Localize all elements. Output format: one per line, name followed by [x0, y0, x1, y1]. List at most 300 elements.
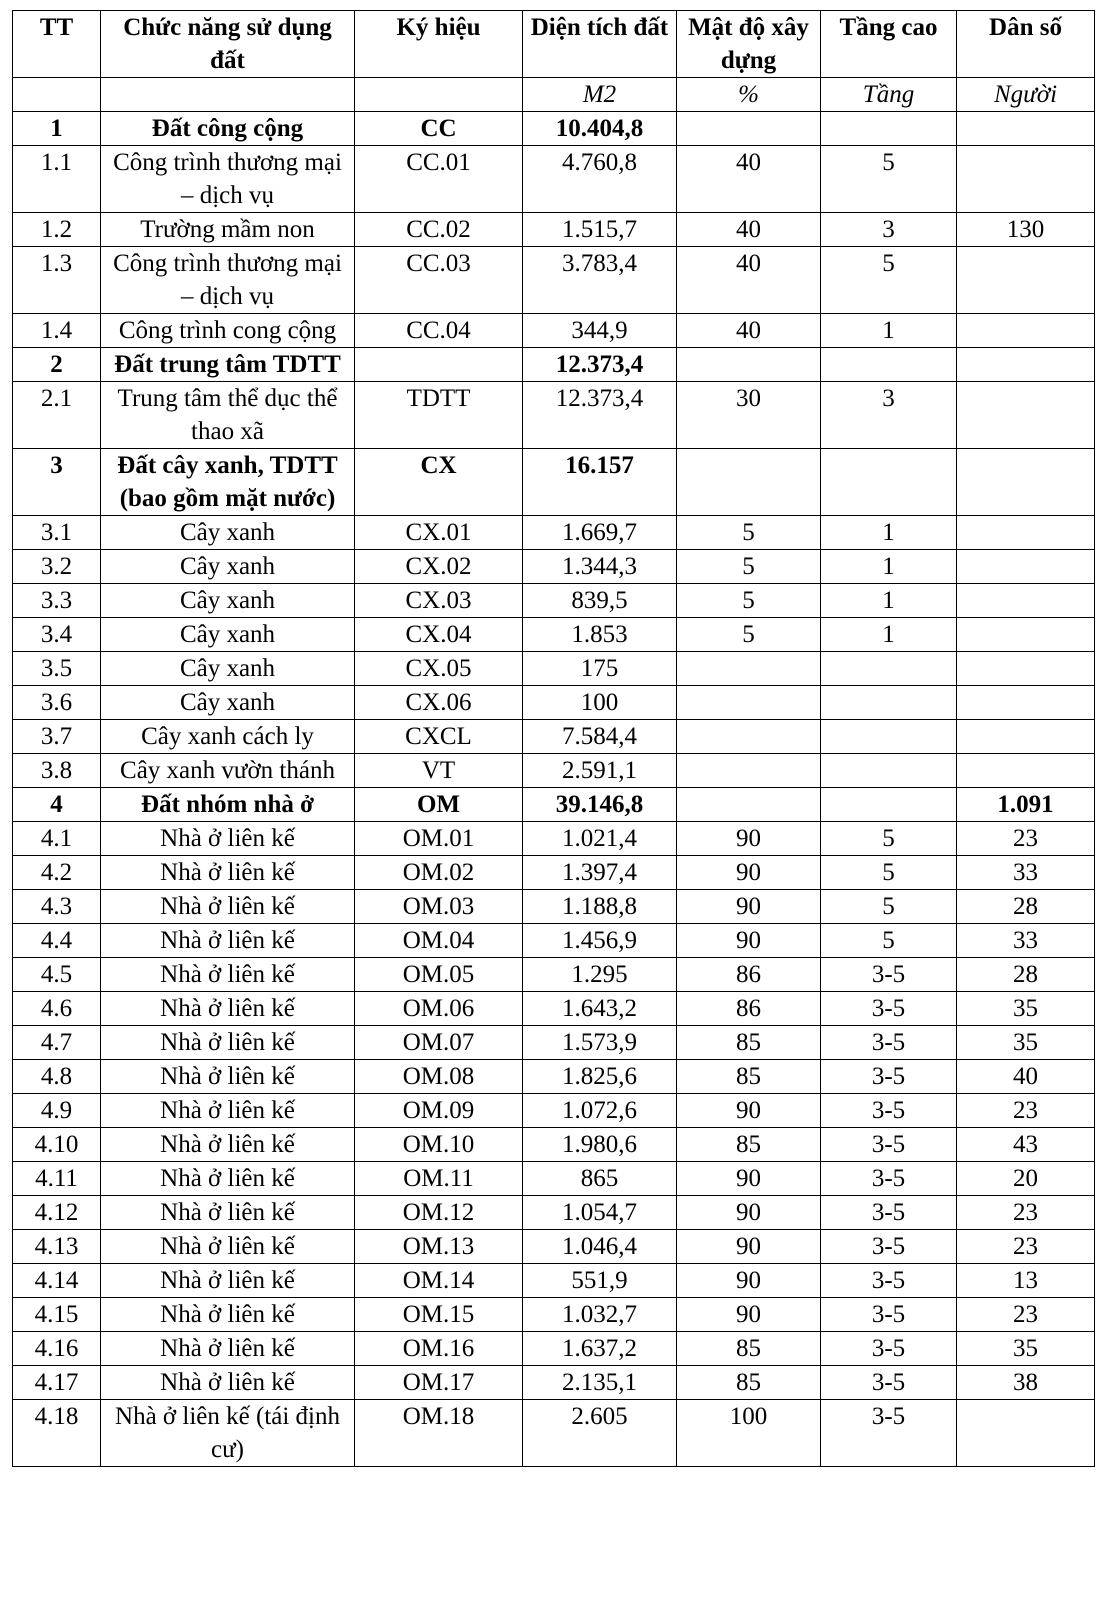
cell-function: Cây xanh [101, 550, 355, 584]
cell-population: 33 [957, 924, 1095, 958]
cell-function: Nhà ở liên kế [101, 958, 355, 992]
header-population: Dân số [957, 11, 1095, 78]
table-row [13, 1230, 1095, 1264]
cell-tt: 4.9 [13, 1094, 101, 1128]
cell-floors: 1 [821, 550, 957, 584]
cell-symbol: OM.06 [355, 992, 523, 1026]
cell-tt: 4.7 [13, 1026, 101, 1060]
cell-density: 85 [677, 1060, 821, 1094]
cell-floors: 3-5 [821, 1094, 957, 1128]
cell-tt: 3.5 [13, 652, 101, 686]
cell-function: Nhà ở liên kế [101, 856, 355, 890]
cell-density: 90 [677, 1230, 821, 1264]
table-row [13, 720, 1095, 754]
cell-floors: 3-5 [821, 1298, 957, 1332]
cell-population [957, 618, 1095, 652]
cell-population: 28 [957, 958, 1095, 992]
cell-tt: 1.2 [13, 213, 101, 247]
cell-area: 39.146,8 [523, 788, 677, 822]
cell-tt: 4.5 [13, 958, 101, 992]
cell-function: Nhà ở liên kế [101, 924, 355, 958]
cell-symbol: CXCL [355, 720, 523, 754]
cell-floors: 3-5 [821, 1128, 957, 1162]
cell-density [677, 652, 821, 686]
unit-floors: Tầng [821, 78, 957, 112]
cell-population: 35 [957, 992, 1095, 1026]
cell-function: Nhà ở liên kế [101, 890, 355, 924]
cell-density [677, 449, 821, 516]
group-row [13, 112, 1095, 146]
cell-area: 4.760,8 [523, 146, 677, 213]
cell-density [677, 686, 821, 720]
units-row [13, 78, 1095, 112]
cell-function: Nhà ở liên kế [101, 1094, 355, 1128]
cell-symbol: OM.05 [355, 958, 523, 992]
cell-area: 344,9 [523, 314, 677, 348]
table-row [13, 213, 1095, 247]
cell-floors: 3-5 [821, 1060, 957, 1094]
cell-tt: 4.17 [13, 1366, 101, 1400]
cell-floors: 5 [821, 890, 957, 924]
cell-floors: 3-5 [821, 1400, 957, 1467]
cell-function: Cây xanh [101, 584, 355, 618]
cell-function: Công trình thương mại – dịch vụ [101, 146, 355, 213]
cell-population [957, 1400, 1095, 1467]
cell-population: 40 [957, 1060, 1095, 1094]
cell-population [957, 382, 1095, 449]
cell-floors [821, 449, 957, 516]
cell-symbol: OM.12 [355, 1196, 523, 1230]
cell-population [957, 720, 1095, 754]
cell-function: Nhà ở liên kế [101, 822, 355, 856]
cell-floors: 3-5 [821, 1264, 957, 1298]
cell-tt: 3.6 [13, 686, 101, 720]
cell-floors: 3-5 [821, 958, 957, 992]
cell-function: Đất cây xanh, TDTT (bao gồm mặt nước) [101, 449, 355, 516]
cell-tt: 1.1 [13, 146, 101, 213]
cell-tt: 1.4 [13, 314, 101, 348]
cell-population [957, 247, 1095, 314]
cell-function: Nhà ở liên kế [101, 1366, 355, 1400]
unit-symbol [355, 78, 523, 112]
cell-population: 23 [957, 1094, 1095, 1128]
unit-tt [13, 78, 101, 112]
cell-population [957, 112, 1095, 146]
cell-population [957, 449, 1095, 516]
cell-function: Cây xanh cách ly [101, 720, 355, 754]
cell-function: Đất công cộng [101, 112, 355, 146]
cell-floors: 1 [821, 618, 957, 652]
cell-density: 90 [677, 822, 821, 856]
cell-symbol: CX.02 [355, 550, 523, 584]
cell-area: 2.605 [523, 1400, 677, 1467]
cell-floors: 1 [821, 314, 957, 348]
cell-floors [821, 652, 957, 686]
table-row [13, 618, 1095, 652]
header-row [13, 11, 1095, 78]
cell-symbol: OM.07 [355, 1026, 523, 1060]
cell-function: Nhà ở liên kế [101, 1298, 355, 1332]
cell-function: Nhà ở liên kế [101, 1128, 355, 1162]
cell-population [957, 550, 1095, 584]
table-row [13, 924, 1095, 958]
cell-population: 35 [957, 1332, 1095, 1366]
unit-density: % [677, 78, 821, 112]
cell-tt: 4.1 [13, 822, 101, 856]
cell-function: Trường mầm non [101, 213, 355, 247]
cell-population: 28 [957, 890, 1095, 924]
table-body [13, 112, 1095, 1467]
cell-area: 551,9 [523, 1264, 677, 1298]
cell-symbol: OM.02 [355, 856, 523, 890]
cell-function: Cây xanh [101, 686, 355, 720]
group-row [13, 449, 1095, 516]
cell-function: Nhà ở liên kế [101, 1332, 355, 1366]
cell-tt: 3.7 [13, 720, 101, 754]
table-row [13, 1332, 1095, 1366]
cell-tt: 3 [13, 449, 101, 516]
cell-tt: 4.8 [13, 1060, 101, 1094]
cell-population: 1.091 [957, 788, 1095, 822]
cell-tt: 4.16 [13, 1332, 101, 1366]
cell-population: 23 [957, 1298, 1095, 1332]
cell-floors: 5 [821, 146, 957, 213]
cell-area: 2.591,1 [523, 754, 677, 788]
cell-tt: 4.14 [13, 1264, 101, 1298]
cell-function: Nhà ở liên kế [101, 1264, 355, 1298]
cell-floors [821, 754, 957, 788]
cell-density: 90 [677, 1162, 821, 1196]
cell-area: 865 [523, 1162, 677, 1196]
cell-symbol: OM.03 [355, 890, 523, 924]
unit-area: M2 [523, 78, 677, 112]
cell-density: 40 [677, 213, 821, 247]
cell-function: Công trình cong cộng [101, 314, 355, 348]
cell-tt: 2 [13, 348, 101, 382]
cell-floors: 5 [821, 247, 957, 314]
cell-population [957, 314, 1095, 348]
cell-area: 12.373,4 [523, 382, 677, 449]
table-row [13, 1366, 1095, 1400]
cell-symbol: OM.13 [355, 1230, 523, 1264]
cell-function: Nhà ở liên kế (tái định cư) [101, 1400, 355, 1467]
cell-area: 1.515,7 [523, 213, 677, 247]
cell-density: 85 [677, 1366, 821, 1400]
cell-population: 23 [957, 1230, 1095, 1264]
cell-function: Nhà ở liên kế [101, 1026, 355, 1060]
cell-tt: 1.3 [13, 247, 101, 314]
cell-tt: 4.2 [13, 856, 101, 890]
cell-area: 1.344,3 [523, 550, 677, 584]
cell-symbol: CC.02 [355, 213, 523, 247]
cell-tt: 4.15 [13, 1298, 101, 1332]
cell-symbol: TDTT [355, 382, 523, 449]
table-row [13, 652, 1095, 686]
cell-symbol: OM.10 [355, 1128, 523, 1162]
cell-function: Cây xanh vườn thánh [101, 754, 355, 788]
table-row [13, 1162, 1095, 1196]
cell-density: 90 [677, 856, 821, 890]
cell-symbol: OM.15 [355, 1298, 523, 1332]
cell-tt: 4.3 [13, 890, 101, 924]
cell-tt: 4.6 [13, 992, 101, 1026]
cell-function: Cây xanh [101, 618, 355, 652]
header-symbol: Ký hiệu [355, 11, 523, 78]
cell-symbol: OM.16 [355, 1332, 523, 1366]
cell-symbol: CX.03 [355, 584, 523, 618]
cell-population: 23 [957, 1196, 1095, 1230]
table-row [13, 822, 1095, 856]
cell-area: 1.637,2 [523, 1332, 677, 1366]
cell-density: 30 [677, 382, 821, 449]
group-row [13, 348, 1095, 382]
table-row [13, 856, 1095, 890]
cell-population [957, 686, 1095, 720]
cell-symbol: OM.14 [355, 1264, 523, 1298]
cell-symbol: CX.04 [355, 618, 523, 652]
table-row [13, 247, 1095, 314]
cell-symbol: OM.01 [355, 822, 523, 856]
cell-area: 1.456,9 [523, 924, 677, 958]
cell-population [957, 652, 1095, 686]
table-row [13, 314, 1095, 348]
table-row [13, 992, 1095, 1026]
cell-tt: 3.3 [13, 584, 101, 618]
cell-density [677, 112, 821, 146]
cell-symbol: CX.06 [355, 686, 523, 720]
cell-population [957, 348, 1095, 382]
cell-function: Nhà ở liên kế [101, 992, 355, 1026]
cell-density: 85 [677, 1128, 821, 1162]
table-row [13, 1264, 1095, 1298]
cell-floors [821, 112, 957, 146]
unit-function [101, 78, 355, 112]
cell-density: 90 [677, 924, 821, 958]
table-row [13, 382, 1095, 449]
cell-symbol: CC.04 [355, 314, 523, 348]
cell-density: 5 [677, 584, 821, 618]
cell-area: 7.584,4 [523, 720, 677, 754]
table-header [13, 11, 1095, 112]
cell-area: 1.295 [523, 958, 677, 992]
cell-symbol: CC [355, 112, 523, 146]
cell-floors: 3-5 [821, 1196, 957, 1230]
cell-population: 38 [957, 1366, 1095, 1400]
cell-symbol: OM.17 [355, 1366, 523, 1400]
cell-function: Đất nhóm nhà ở [101, 788, 355, 822]
cell-density: 40 [677, 314, 821, 348]
cell-tt: 3.1 [13, 516, 101, 550]
cell-tt: 4.4 [13, 924, 101, 958]
cell-tt: 1 [13, 112, 101, 146]
cell-area: 1.853 [523, 618, 677, 652]
cell-floors: 5 [821, 822, 957, 856]
cell-density: 5 [677, 516, 821, 550]
cell-population: 33 [957, 856, 1095, 890]
cell-tt: 4.12 [13, 1196, 101, 1230]
cell-area: 1.643,2 [523, 992, 677, 1026]
cell-tt: 3.4 [13, 618, 101, 652]
cell-function: Nhà ở liên kế [101, 1196, 355, 1230]
cell-floors: 1 [821, 516, 957, 550]
cell-area: 175 [523, 652, 677, 686]
cell-area: 16.157 [523, 449, 677, 516]
cell-density: 86 [677, 958, 821, 992]
cell-floors: 3-5 [821, 992, 957, 1026]
cell-floors: 3-5 [821, 1026, 957, 1060]
cell-density: 90 [677, 1264, 821, 1298]
cell-function: Đất trung tâm TDTT [101, 348, 355, 382]
cell-symbol: CX.05 [355, 652, 523, 686]
cell-area: 3.783,4 [523, 247, 677, 314]
cell-population: 20 [957, 1162, 1095, 1196]
cell-density: 90 [677, 1094, 821, 1128]
cell-area: 1.669,7 [523, 516, 677, 550]
cell-symbol: VT [355, 754, 523, 788]
cell-tt: 4.13 [13, 1230, 101, 1264]
cell-tt: 2.1 [13, 382, 101, 449]
cell-population [957, 584, 1095, 618]
cell-area: 1.021,4 [523, 822, 677, 856]
cell-area: 12.373,4 [523, 348, 677, 382]
cell-floors: 1 [821, 584, 957, 618]
cell-tt: 4 [13, 788, 101, 822]
table-row [13, 1196, 1095, 1230]
cell-density [677, 754, 821, 788]
table-row [13, 584, 1095, 618]
header-tt: TT [13, 11, 101, 78]
cell-symbol: OM.11 [355, 1162, 523, 1196]
cell-floors: 3 [821, 213, 957, 247]
cell-area: 1.188,8 [523, 890, 677, 924]
cell-density [677, 348, 821, 382]
cell-symbol: OM.09 [355, 1094, 523, 1128]
cell-population [957, 146, 1095, 213]
cell-floors [821, 686, 957, 720]
table-row [13, 1128, 1095, 1162]
cell-density: 40 [677, 247, 821, 314]
cell-symbol: OM.04 [355, 924, 523, 958]
cell-symbol: CX [355, 449, 523, 516]
cell-symbol: CX.01 [355, 516, 523, 550]
cell-area: 839,5 [523, 584, 677, 618]
table-row [13, 1094, 1095, 1128]
table-row [13, 1026, 1095, 1060]
cell-area: 10.404,8 [523, 112, 677, 146]
table-row [13, 516, 1095, 550]
cell-symbol: CC.03 [355, 247, 523, 314]
cell-function: Trung tâm thể dục thể thao xã [101, 382, 355, 449]
cell-function: Nhà ở liên kế [101, 1060, 355, 1094]
cell-floors: 3-5 [821, 1230, 957, 1264]
cell-floors: 3-5 [821, 1332, 957, 1366]
cell-population: 35 [957, 1026, 1095, 1060]
cell-density [677, 720, 821, 754]
land-use-table-sheet [12, 10, 1094, 1467]
cell-density: 5 [677, 550, 821, 584]
cell-tt: 4.11 [13, 1162, 101, 1196]
cell-symbol: OM [355, 788, 523, 822]
cell-area: 1.032,7 [523, 1298, 677, 1332]
cell-population: 130 [957, 213, 1095, 247]
cell-density: 90 [677, 1298, 821, 1332]
header-area: Diện tích đất [523, 11, 677, 78]
cell-area: 1.054,7 [523, 1196, 677, 1230]
cell-population: 43 [957, 1128, 1095, 1162]
header-floors: Tầng cao [821, 11, 957, 78]
cell-area: 1.072,6 [523, 1094, 677, 1128]
cell-symbol [355, 348, 523, 382]
table-row [13, 146, 1095, 213]
cell-density: 5 [677, 618, 821, 652]
cell-area: 1.573,9 [523, 1026, 677, 1060]
cell-density: 40 [677, 146, 821, 213]
cell-population: 13 [957, 1264, 1095, 1298]
cell-floors [821, 788, 957, 822]
group-row [13, 788, 1095, 822]
cell-function: Nhà ở liên kế [101, 1162, 355, 1196]
cell-function: Công trình thương mại – dịch vụ [101, 247, 355, 314]
cell-area: 1.825,6 [523, 1060, 677, 1094]
cell-density: 86 [677, 992, 821, 1026]
cell-density: 85 [677, 1332, 821, 1366]
cell-floors: 5 [821, 924, 957, 958]
cell-floors: 3-5 [821, 1162, 957, 1196]
cell-tt: 4.10 [13, 1128, 101, 1162]
cell-area: 1.046,4 [523, 1230, 677, 1264]
table-row [13, 754, 1095, 788]
cell-area: 100 [523, 686, 677, 720]
table-row [13, 550, 1095, 584]
cell-function: Cây xanh [101, 516, 355, 550]
cell-tt: 3.2 [13, 550, 101, 584]
table-row [13, 958, 1095, 992]
cell-density: 90 [677, 1196, 821, 1230]
cell-area: 2.135,1 [523, 1366, 677, 1400]
table-row [13, 890, 1095, 924]
cell-symbol: OM.18 [355, 1400, 523, 1467]
cell-floors: 5 [821, 856, 957, 890]
cell-floors [821, 720, 957, 754]
cell-population [957, 516, 1095, 550]
cell-area: 1.980,6 [523, 1128, 677, 1162]
cell-symbol: OM.08 [355, 1060, 523, 1094]
cell-floors [821, 348, 957, 382]
cell-symbol: CC.01 [355, 146, 523, 213]
cell-density: 85 [677, 1026, 821, 1060]
cell-function: Nhà ở liên kế [101, 1230, 355, 1264]
cell-population: 23 [957, 822, 1095, 856]
cell-density [677, 788, 821, 822]
table-row [13, 1298, 1095, 1332]
cell-area: 1.397,4 [523, 856, 677, 890]
land-use-table [12, 10, 1095, 1467]
cell-tt: 3.8 [13, 754, 101, 788]
table-row [13, 686, 1095, 720]
cell-function: Cây xanh [101, 652, 355, 686]
cell-floors: 3 [821, 382, 957, 449]
cell-density: 100 [677, 1400, 821, 1467]
table-row [13, 1060, 1095, 1094]
cell-density: 90 [677, 890, 821, 924]
cell-tt: 4.18 [13, 1400, 101, 1467]
cell-floors: 3-5 [821, 1366, 957, 1400]
header-density: Mật độ xây dựng [677, 11, 821, 78]
unit-population: Người [957, 78, 1095, 112]
cell-population [957, 754, 1095, 788]
table-row [13, 1400, 1095, 1467]
header-function: Chức năng sử dụng đất [101, 11, 355, 78]
